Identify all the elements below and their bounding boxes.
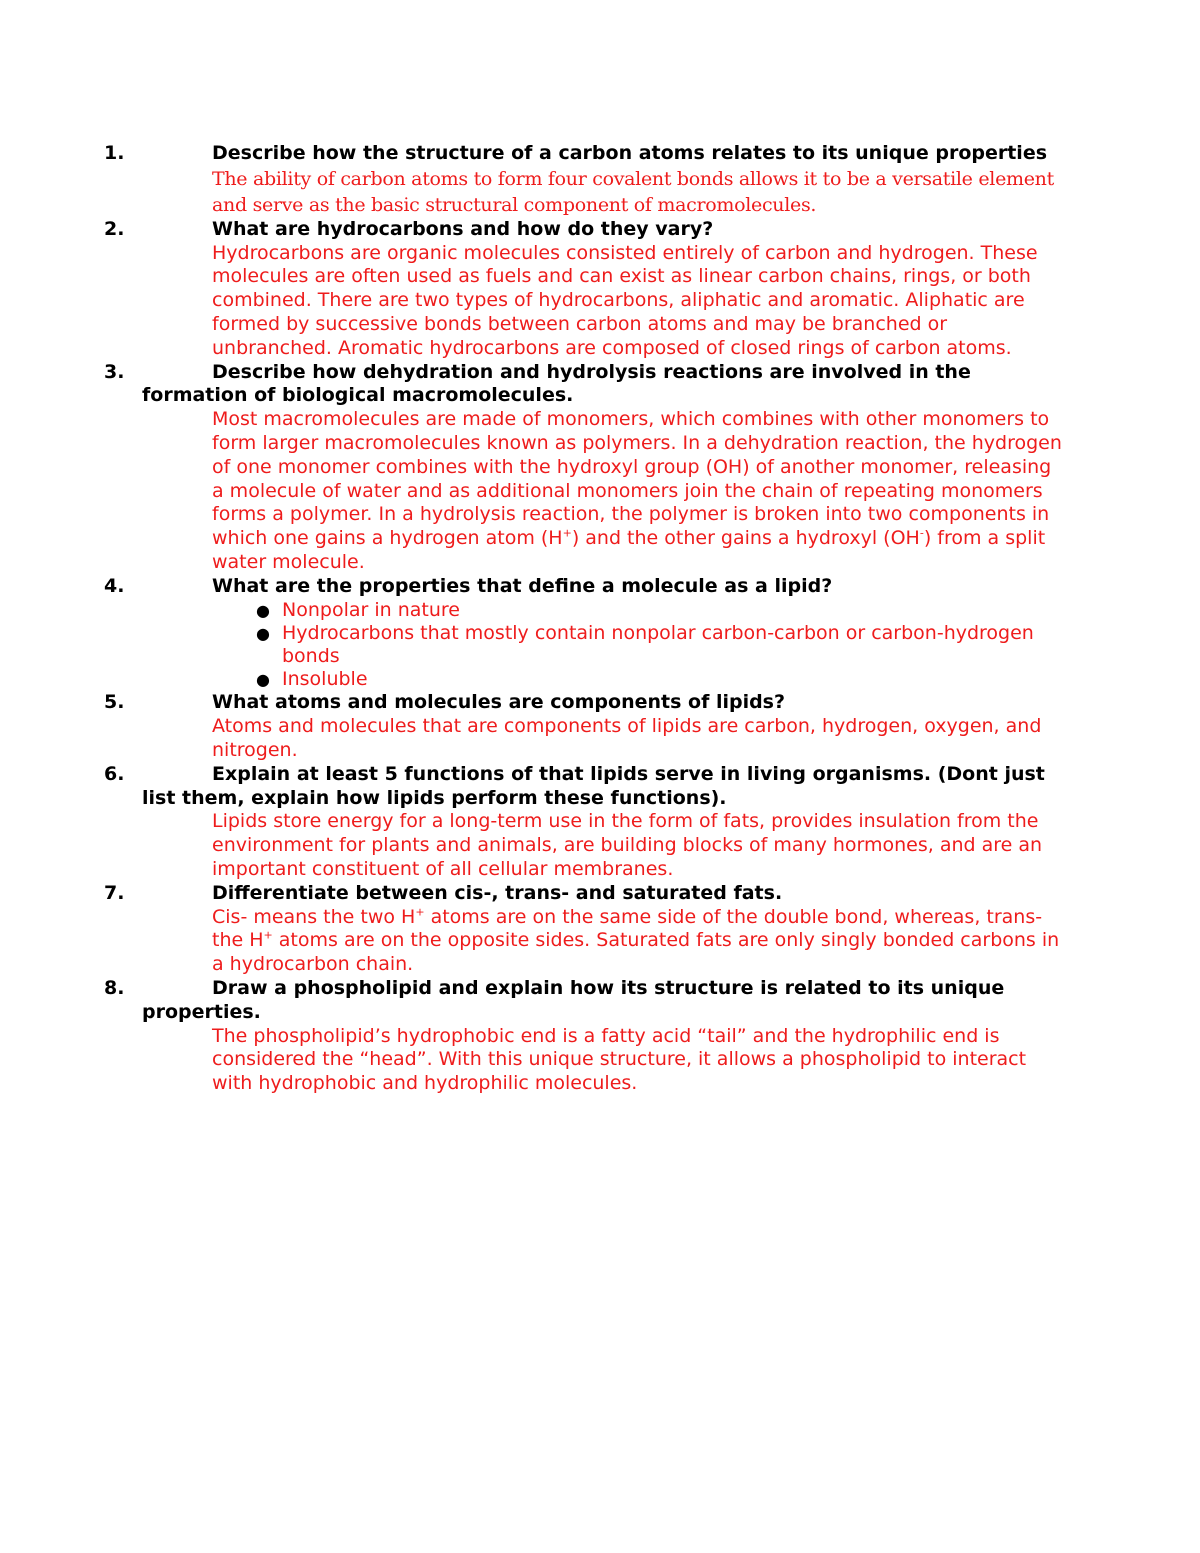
question-text: Explain at least 5 functions of that lipids serve in living organisms. (Dont just list them, explain how lipids perform these functions). [142, 762, 1045, 809]
question-item-5 [104, 691, 1064, 762]
bullet-text: Nonpolar in nature [282, 598, 460, 621]
question-text: Describe how dehydration and hydrolysis reactions are involved in the formation of biological macromolecules. [142, 360, 971, 407]
bullet-icon: ● [256, 623, 270, 643]
bullet-item [212, 599, 1064, 622]
bullet-item [212, 622, 1064, 668]
bullet-item [212, 668, 1064, 691]
question-number: 7. [104, 881, 125, 904]
question-number: 2. [104, 217, 125, 240]
question-item-1 [104, 142, 1064, 218]
question-heading [104, 218, 1064, 242]
answer-segment: ) and the other gains a hydroxyl (OH [571, 527, 920, 550]
question-heading [104, 361, 1064, 409]
answer-segment: Cis- means the two H [212, 905, 416, 928]
bullet-text: Insoluble [282, 668, 368, 691]
question-number: 1. [104, 142, 125, 164]
bullet-text: Hydrocarbons that mostly contain nonpolar carbon-carbon or carbon-hydrogen bonds [282, 621, 1034, 667]
answer-text [212, 906, 1064, 977]
answer-segment: atoms are on the same side of the double bond, whereas, trans- the H [212, 905, 1043, 952]
question-heading [104, 142, 1064, 166]
answer-text: Atoms and molecules that are components of lipids are carbon, hydrogen, oxygen, and nitrogen. [212, 715, 1042, 761]
question-item-7 [104, 882, 1064, 977]
question-item-4 [104, 575, 1064, 692]
question-heading [104, 691, 1064, 715]
question-number: 4. [104, 574, 125, 597]
bullet-icon: ● [256, 600, 270, 620]
question-heading [104, 977, 1064, 1025]
superscript-charge: + [415, 905, 425, 919]
question-item-3 [104, 361, 1064, 575]
superscript-charge: + [562, 526, 572, 540]
question-number: 6. [104, 762, 125, 785]
answer-segment: Most macromolecules are made of monomers, which combines with other monomers to form larger macromolecules known as polymers. In a dehydration reaction, the hydrogen of one monomer combines with the hydroxyl group (OH) of another monomer, releasing a molecule of water and as additional monomers join the chain of repeating monomers forms a polymer. In a hydrolysis reaction, the polymer is broken into two components in which one gains a hydrogen atom (H [212, 408, 1062, 550]
answer-segment: atoms are on the opposite sides. Saturated fats are only singly bonded carbons in a hydrocarbon chain. [212, 929, 1060, 976]
bullet-icon: ● [256, 670, 270, 690]
question-item-6 [104, 763, 1064, 882]
question-text: What are the properties that define a molecule as a lipid? [212, 574, 833, 597]
answer-text: Hydrocarbons are organic molecules consisted entirely of carbon and hydrogen. These molecules are often used as fuels and can exist as linear carbon chains, rings, or both combined. There are two types of hydrocarbons, aliphatic and aromatic. Aliphatic are formed by successive bonds between carbon atoms and may be branched or unbranched. Aromatic hydrocarbons are composed of closed rings of carbon atoms. [212, 241, 1038, 359]
superscript-charge: + [263, 929, 273, 942]
question-text: What are hydrocarbons and how do they vary? [212, 217, 714, 240]
answer-text: The ability of carbon atoms to form four covalent bonds allows it to be a versatile element and serve as the basic structural component of macromolecules. [212, 167, 1054, 216]
answer-text: The phospholipid’s hydrophobic end is a fatty acid “tail” and the hydrophilic end is considered the “head”. With this unique structure, it allows a phospholipid to interact with hydrophobic and hydrophilic molecules. [212, 1024, 1027, 1095]
question-number: 5. [104, 691, 125, 714]
question-item-8 [104, 977, 1064, 1096]
question-text: Differentiate between cis-, trans- and saturated fats. [212, 881, 783, 904]
question-heading [104, 575, 1064, 599]
question-heading [104, 882, 1064, 906]
question-text: Draw a phospholipid and explain how its structure is related to its unique properties. [142, 976, 1005, 1023]
question-number: 8. [104, 976, 125, 999]
answer-segment: ) from a split water molecule. [212, 527, 1046, 573]
superscript-charge: - [919, 526, 924, 540]
question-item-2 [104, 218, 1064, 361]
question-text: Describe how the structure of a carbon atoms relates to its unique properties [212, 142, 1048, 164]
question-list [104, 142, 1064, 1096]
question-heading [104, 763, 1064, 811]
question-number: 3. [104, 360, 125, 383]
answer-text [212, 408, 1064, 575]
answer-text: Lipids store energy for a long-term use in the form of fats, provides insulation from the environment for plants and animals, are building blocks of many hormones, and are an important constituent of all cellular membranes. [212, 810, 1043, 880]
answer-bullet-list [212, 599, 1064, 692]
question-text: What atoms and molecules are components of lipids? [212, 691, 786, 714]
